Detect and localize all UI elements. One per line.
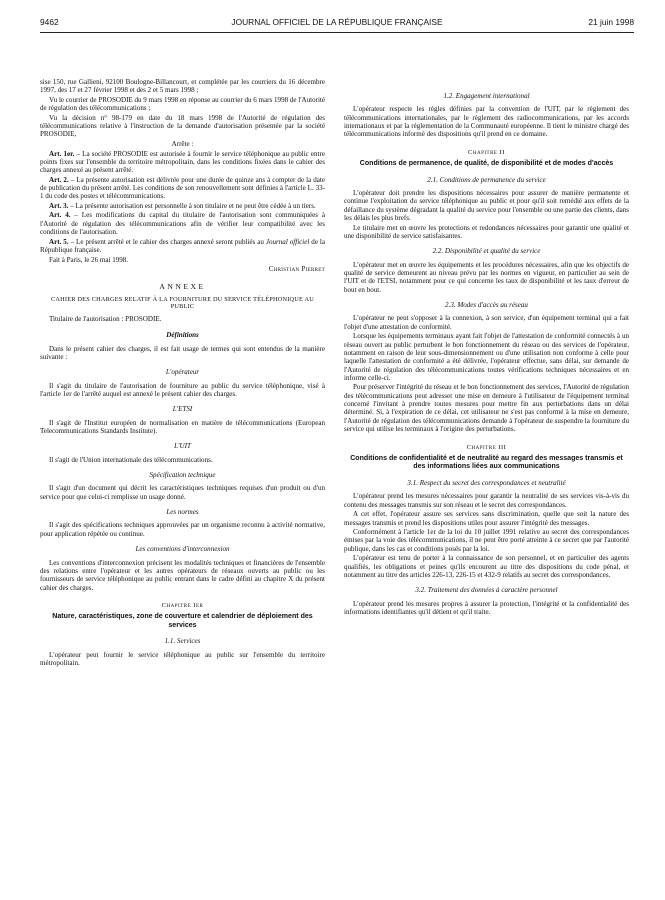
- paragraph: Les conventions d'interconnexion précisent les modalités techniques et financières de l'ensemble des relations entre l'opérateur et les autres opérateurs de réseaux ouverts au public ou les fournisseurs de service téléphonique au public entrant dans le cadre défini au chapitre X du présent cahier des charges.: [40, 558, 325, 592]
- section-heading: 1.1. Services: [164, 637, 201, 646]
- titulaire-line: Titulaire de l'autorisation : PROSODIE.: [49, 314, 162, 323]
- section-heading: 2.3. Modes d'accès au réseau: [445, 300, 528, 309]
- paragraph: Il s'agit de l'Union internationale des télécommunications.: [49, 455, 213, 464]
- section-heading: L'opérateur: [165, 368, 200, 377]
- article-text: – Le présent arrêté et le cahier des charges annexé seront publiés au: [68, 237, 266, 246]
- journal-name: Journal officiel: [265, 237, 310, 246]
- publication-date: 21 juin 1998: [588, 17, 634, 27]
- paragraph: L'opérateur est tenu de porter à la connaissance de son personnel, et en particulier des agents qualifiés, les obligations et peines qu'ils encourent au titre des dispositions du code pénal, et notamment au titre des articles 226-13, 226-15 et 432-9 relatifs au secret des correspondances.: [344, 554, 629, 580]
- visa-paragraph: Vu le courrier de PROSODIE du 9 mars 1998 en réponse au courrier du 6 mars 1998 de l'Autorité de régulation des télécommunications ;: [40, 95, 325, 113]
- paragraph: L'opérateur met en œuvre les équipements et les procédures nécessaires, afin que les objectifs de qualité de service demeurent au niveau prévu par les normes en vigueur, en particulier au sein de l'UIT et de l'ETSI, notamment pour ce qui concerne les taux de disponibilité et les taux d'erreur de bout en bout.: [344, 260, 629, 294]
- paragraph: Il s'agit d'un document qui décrit les caractéristiques techniques requises d'un produit ou d'un service pour que celui-ci remplisse un usage donné.: [40, 484, 325, 501]
- paragraph: L'opérateur prend les mesures propres à assurer la protection, l'intégrité et la confidentialité des informations identifiantes qu'il détient et qu'il traite.: [344, 599, 629, 617]
- paragraph: Il s'agit des spécifications techniques approuvées par un organisme reconnu à activité normative, pour application répétée ou continue.: [40, 521, 325, 538]
- paragraph: Il s'agit de l'Institut européen de normalisation en matière de télécommunications (European Telecommunications Standards Institute).: [40, 418, 325, 436]
- article-text: – La présente autorisation est délivrée pour une durée de quinze ans à compter de la date de publication du présent arrêté. Les conditions de son renouvellement sont définies à l'article L. 33-1 du code des postes et télécommunications.: [40, 175, 326, 201]
- chapter-heading: Chapitre II: [467, 148, 506, 156]
- article-3: [40, 202, 325, 210]
- section-heading: 2.1. Conditions de permanence du service: [427, 175, 546, 184]
- section-heading: 1.2. Engagement international: [443, 92, 530, 100]
- chapter-title: Conditions de confidentialité et de neutralité au regard des messages transmis et des informations liées aux communications: [350, 454, 623, 471]
- paragraph: L'opérateur peut fournir le service téléphonique au public sur l'ensemble du territoire métropolitain.: [40, 650, 325, 668]
- article-2: [40, 176, 325, 201]
- paragraph: Pour préserver l'intégrité du réseau et le bon fonctionnement des services, l'Autorité de régulation des télécommunications peut adresser une mise en demeure à l'utilisateur de l'équipement terminal concerné l'invitant à prendre toutes mesures pour mettre fin aux perturbations dans un délai déterminé. Si, à l'expiration de ce délai, cet utilisateur ne s'est pas conformé à la mise en demeure, l'Autorité de régulation des télécommunications demande à l'opérateur de suspendre la fourniture du service qui utilise les terminaux à l'origine des perturbations.: [344, 383, 629, 434]
- article-label: Art. 4.: [49, 211, 71, 220]
- paragraph: L'opérateur doit prendre les dispositions nécessaires pour assurer de manière permanente et continue l'exploitation du service téléphonique au public et pour qu'il soit remédié aux effets de la défaillance du système dégradant la qualité du service pour l'ensemble ou une partie des clients, dans les délais les plus brefs.: [344, 189, 629, 223]
- article-4: [40, 211, 325, 236]
- article-text: – Les modifications du capital du titulaire de l'autorisation sont communiquées à l'Autorité de régulation des télécommunications afin de vérifier leur compatibilité avec les conditions de l'autorisation.: [40, 211, 325, 237]
- article-text: de la République française.: [40, 237, 326, 255]
- left-column: [40, 78, 325, 669]
- section-heading: L'ETSI: [172, 405, 193, 414]
- section-heading: L'UIT: [174, 442, 191, 451]
- section-heading: Spécification technique: [149, 471, 216, 480]
- visa-paragraph: Vu la décision n° 98-179 en date du 18 mars 1998 de l'Autorité de régulation des télécommunications relative à l'instruction de la demande d'autorisation présentée par la société PROSODIE,: [40, 113, 325, 139]
- section-heading: 3.1. Respect du secret des correspondances et neutralité: [407, 479, 566, 488]
- section-heading: Les normes: [166, 508, 199, 517]
- paragraph: A cet effet, l'opérateur assure ses services sans discrimination, quelle que soit la nature des messages transmis et prend les dispositions utiles pour assurer l'intégrité des messages.: [344, 510, 629, 527]
- chapter-title: Nature, caractéristiques, zone de couverture et calendrier de déploiement des services: [52, 613, 313, 629]
- arrete-label: Arrête :: [171, 139, 194, 148]
- article-label: Art. 1er.: [49, 149, 75, 158]
- article-label: Art. 2.: [49, 175, 69, 184]
- journal-title: JOURNAL OFFICIEL DE LA RÉPUBLIQUE FRANÇAISE: [231, 17, 443, 27]
- fait-line: Fait à Paris, le 26 mai 1998.: [49, 255, 129, 264]
- paragraph: Il s'agit du titulaire de l'autorisation de fourniture au public du service téléphonique, visé à l'article 1er de l'arrêté auquel est annexé le présent cahier des charges.: [40, 381, 325, 399]
- article-text: – La présente autorisation est personnelle à son titulaire et ne peut être cédée à un tiers.: [68, 201, 316, 210]
- signature: Christian Pierret: [268, 265, 325, 274]
- intro-paragraph: sise 150, rue Gallieni, 92100 Boulogne-Billancourt, et complétée par les courriers du 16 décembre 1997, des 17 et 27 février 1998 et des 2 et 5 mars 1998 ;: [40, 78, 325, 95]
- page-header: [40, 17, 634, 31]
- section-heading: Les conventions d'interconnexion: [135, 545, 230, 554]
- chapter-heading: Chapitre III: [466, 443, 507, 451]
- section-heading: Définitions: [166, 331, 199, 340]
- article-5: [40, 238, 325, 255]
- article-label: Art. 5.: [49, 237, 69, 246]
- chapter-heading: Chapitre Ier: [161, 601, 204, 609]
- article-1: [40, 150, 325, 175]
- article-text: – La société PROSODIE est autorisée à fournir le service téléphonique au public entre points fixes sur l'ensemble du territoire métropolitain, dans les conditions fixées dans le cahier des charges annexé au présent arrêté.: [40, 149, 325, 175]
- header-rule: [40, 32, 634, 33]
- chapter-title: Conditions de permanence, de qualité, de disponibilité et de modes d'accès: [359, 160, 614, 168]
- paragraph: Conformément à l'article 1er de la loi du 10 juillet 1991 relative au secret des correspondances émises par la voie des télécommunications, il ne peut être porté atteinte à ce secret que par l'autorité publique, dans les cas et conditions posés par la loi.: [344, 528, 629, 553]
- paragraph: Dans le présent cahier des charges, il est fait usage de termes qui sont entendus de la manière suivante :: [40, 344, 325, 361]
- paragraph: L'opérateur prend les mesures nécessaires pour garantir la neutralité de ses services vis-à-vis du contenu des messages transmis sur son réseau et le secret des correspondances.: [344, 492, 629, 509]
- right-column: [344, 92, 629, 618]
- paragraph: L'opérateur ne peut s'opposer à la connexion, à son service, d'un équipement terminal qui a fait l'objet d'une attestation de conformité.: [344, 314, 629, 331]
- paragraph: Le titulaire met en œuvre les protections et redondances nécessaires pour garantir une qualité et une disponibilité de service satisfaisantes.: [344, 223, 629, 240]
- article-label: Art. 3.: [49, 201, 69, 210]
- paragraph: Lorsque les équipements terminaux ayant fait l'objet de l'attestation de conformité connectés à un réseau ouvert au public perturbent le bon fonctionnement du réseau ou des services de l'opérateur, notamment en raison de leur sous-dimensionnement ou d'une utilisation non conforme à celle pour laquelle l'attestation de conformité a été délivrée, l'opérateur effectue, sans délai, sur demande de l'Autorité de régulation des télécommunications toutes vérifications techniques nécessaires et en informe celle-ci.: [344, 332, 629, 382]
- page-number: 9462: [40, 17, 59, 27]
- annexe-heading: ANNEXE: [159, 282, 206, 292]
- cahier-title: CAHIER DES CHARGES RELATIF À LA FOURNITURE DU SERVICE TÉLÉPHONIQUE AU PUBLIC: [51, 295, 314, 311]
- paragraph: L'opérateur respecte les règles définies par la convention de l'UIT, par le règlement des télécommunications internationales, par le règlement des radiocommunications, par les accords internationaux et par la réglementation de la Communauté européenne. Il tient le ministre chargé des télécommunications informé des dispositions qu'il prend en ce domaine.: [344, 105, 629, 139]
- section-heading: 2.2. Disponibilité et qualité du service: [432, 247, 541, 256]
- section-heading: 3.2. Traitement des données à caractère personnel: [415, 586, 558, 595]
